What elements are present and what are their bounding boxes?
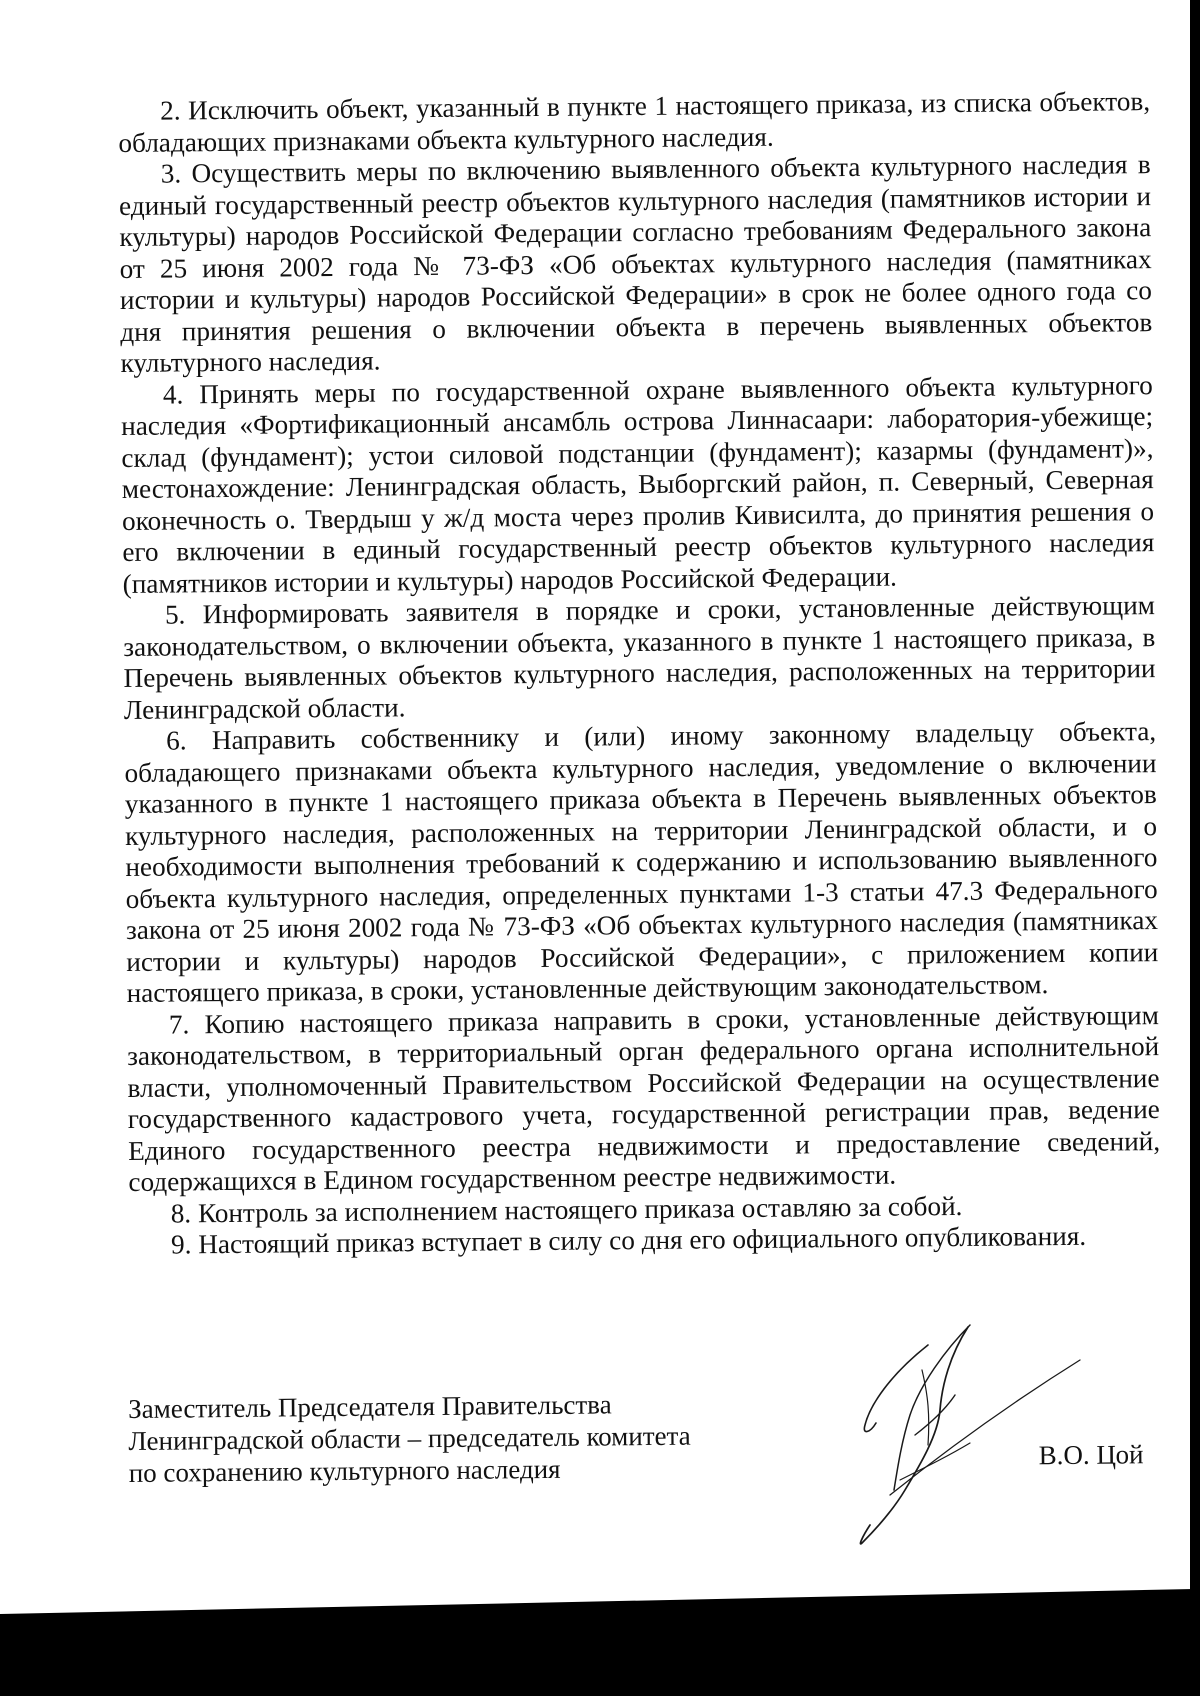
scan-bottom-border-fill [0, 1636, 1200, 1696]
clause-3: 3. Осуществить меры по включению выявленного объекта культурного наследия в единый государственный реестр объектов культурного наследия (памятников истории и культуры) народов Российской Федерации согласно требованиям Федерального закона от 25 июня 2002 года № 73-ФЗ «Об объектах культурного наследия (памятниках истории и культуры) народов Российской Федерации» в срок не более одного года со дня принятия решения о включении объекта в перечень выявленных объектов культурного наследия. [118, 149, 1153, 378]
clause-6: 6. Направить собственнику и (или) иному законному владельцу объекта, обладающего признаками объекта культурного наследия, уведомление о включении указанного в пункте 1 настоящего приказа объекта в Перечень выявленных объектов культурного наследия, расположенных на территории Ленинградской области, и о необходимости выполнения требований к содержанию и использованию выявленного объекта культурного наследия, определенных пунктами 1-3 статьи 47.3 Федерального закона от 25 июня 2002 года № 73-ФЗ «Об объектах культурного наследия (памятниках истории и культуры) народов Российской Федерации», с приложением копии настоящего приказа, в сроки, установленные действующим законодательством. [124, 716, 1159, 1008]
clause-5: 5. Информировать заявителя в порядке и сроки, установленные действующим законодательством, о включении объекта, указанного в пункте 1 настоящего приказа, в Перечень выявленных объектов культурного наследия, расположенных на территории Ленинградской области. [123, 590, 1156, 725]
clause-9: 9. Настоящий приказ вступает в силу со дня его официального опубликования. [170, 1220, 1087, 1260]
clause-7: 7. Копию настоящего приказа направить в сроки, установленные действующим законодательством, в территориальный орган федерального органа исполнительной власти, уполномоченный Правительством Российской Федерации на осуществление государственного кадастрового учета, государственной регистрации прав, ведение Единого государственного реестра недвижимости и предоставление сведений, содержащихся в Едином государственном реестре недвижимости. [127, 999, 1161, 1197]
handwritten-signature [850, 1315, 1100, 1555]
signer-position-line-2: Ленинградской области – председатель комитета [128, 1420, 691, 1456]
scan-right-border [1190, 0, 1200, 1696]
order-clauses [118, 86, 1161, 1261]
clause-4: 4. Принять меры по государственной охране выявленного объекта культурного наследия «Фортификационный ансамбль острова Линнасаари: лаборатория-убежище; склад (фундамент); устои силовой подстанции (фундамент); казармы (фундамент)», местонахождение: Ленинградская область, Выборгский район, п. Северный, Северная оконечность о. Твердыш у ж/д моста через пролив Кивисилта, до принятия решения о его включении в единый государственный реестр объектов культурного наследия (памятников истории и культуры) народов Российской Федерации. [121, 369, 1155, 599]
signer-position-line-3: по сохранению культурного наследия [128, 1453, 561, 1488]
clause-8: 8. Контроль за исполнением настоящего приказа оставляю за собой. [170, 1190, 963, 1229]
signer-position [128, 1387, 749, 1489]
clause-2: 2. Исключить объект, указанный в пункте 1 настоящего приказа, из списка объектов, обладающих признаками объекта культурного наследия. [118, 86, 1151, 158]
signer-position-line-1: Заместитель Председателя Правительства [128, 1389, 612, 1424]
signer-name: В.О. Цой [1038, 1439, 1144, 1471]
